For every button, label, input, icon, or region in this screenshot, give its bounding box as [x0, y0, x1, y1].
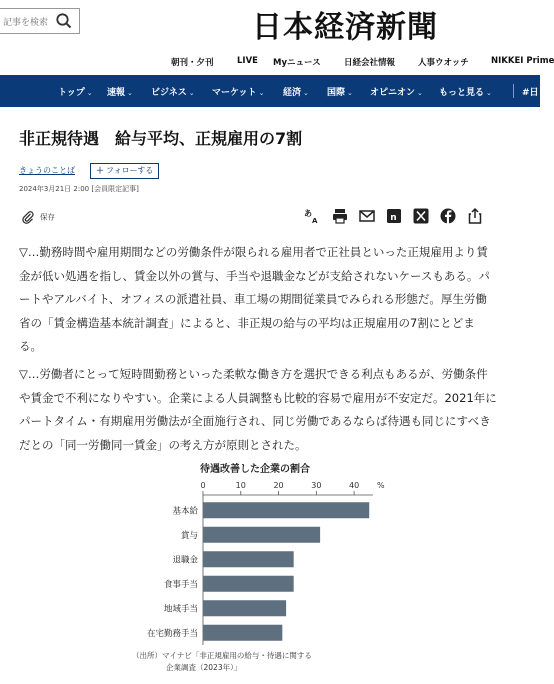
- tick-label: 30: [311, 481, 322, 490]
- nav-divider: [513, 84, 514, 98]
- svg-text:あ: あ: [304, 209, 312, 218]
- tick-label: 40: [349, 481, 360, 490]
- category-label: 食事手当: [163, 579, 198, 590]
- subnav-item[interactable]: Myニュース: [273, 58, 321, 68]
- bar: [203, 527, 320, 543]
- chart-source: 企業調査（2023年）」: [166, 663, 242, 672]
- follow-button[interactable]: [90, 163, 159, 179]
- search-input[interactable]: [0, 8, 80, 34]
- bar: [203, 551, 294, 567]
- nav-label: マーケット: [212, 88, 257, 98]
- nikkei-logo[interactable]: 日本経済新聞: [252, 10, 438, 45]
- search-icon[interactable]: [55, 12, 73, 30]
- unit-label: %: [377, 481, 385, 490]
- category-label: 退職金: [172, 555, 198, 566]
- nav-item-top[interactable]: [58, 85, 93, 98]
- chart-title: 待遇改善した企業の割合: [200, 464, 310, 475]
- chevron-down-icon: ⌄: [417, 89, 423, 97]
- category-label: 基本給: [172, 506, 198, 517]
- chevron-down-icon: ⌄: [188, 89, 195, 97]
- x-twitter-icon[interactable]: [412, 207, 430, 225]
- follow-label: フォローする: [106, 166, 154, 175]
- nav-label: ビジネス: [151, 88, 187, 98]
- nav-item-breaking[interactable]: [107, 85, 133, 98]
- nav-item-more[interactable]: [439, 85, 492, 98]
- bar: [203, 502, 369, 518]
- nav-label: もっと見る: [439, 88, 485, 98]
- chevron-down-icon: ⌄: [127, 89, 133, 97]
- chevron-down-icon: ⌄: [486, 89, 492, 97]
- nav-label: 速報: [107, 88, 126, 98]
- save-label: 保存: [40, 212, 55, 222]
- subnav-item[interactable]: 日経会社情報: [344, 58, 396, 68]
- category-label: 在宅勤務手当: [146, 628, 198, 639]
- facebook-icon[interactable]: [439, 207, 457, 225]
- nav-item-opinion[interactable]: [370, 85, 423, 98]
- plus-icon: ＋: [96, 166, 104, 175]
- paperclip-icon: [22, 211, 34, 224]
- publish-date: 2024年3月21日 2:00 [会員限定記事]: [19, 185, 139, 193]
- chevron-down-icon: ⌄: [258, 89, 265, 97]
- author-link[interactable]: きょうのことば: [19, 166, 75, 175]
- nav-label: オピニオン: [370, 88, 416, 98]
- svg-text:A: A: [312, 217, 318, 225]
- chart-source: （出所）マイナビ「非正規雇用の給与・待遇に関する: [132, 651, 312, 660]
- article-paragraph: ▽…勤務時間や雇用期間などの労働条件が限られる雇用者で正社員といった正規雇用より賃金が低い処遇を指し、賃金以外の賞与、手当や退職金などが支給されないケースもある。パートやアルバイト、オフィスの派遣社員、車工場の期間従業員でみられる形態だ。厚生労働省の「賃金構造基本統計調査」によると、非正規の給与の平均は正規雇用の7割にとどまる。: [19, 245, 490, 353]
- subnav-item[interactable]: 人事ウオッチ: [418, 58, 469, 68]
- note-icon[interactable]: [385, 207, 403, 225]
- font-size-icon[interactable]: [303, 207, 321, 225]
- nav-label: 経済: [283, 88, 302, 98]
- bar-chart: [130, 460, 385, 680]
- nav-label: トップ: [58, 88, 85, 98]
- mail-icon[interactable]: [358, 207, 376, 225]
- nav-item-international[interactable]: [327, 85, 353, 98]
- article-paragraph: ▽…労働者にとって短時間勤務といった柔軟な働き方を選択できる利点もあるが、労働条件や賃金で不利になりやすい。企業による人員調整も比較的容易で雇用が不安定だ。2021年にパートタイム・有期雇用労働法が全面施行され、同じ労働であるならば待遇も同じにすべきだとの「同一労働同一賃金」の考え方が原則とされた。: [19, 367, 497, 452]
- nav-item-business[interactable]: [151, 85, 195, 98]
- main-navigation: [0, 75, 540, 107]
- bar: [203, 600, 286, 616]
- subnav-item[interactable]: 朝刊・夕刊: [171, 58, 214, 68]
- nav-item-market[interactable]: [212, 85, 264, 98]
- subnav-item[interactable]: NIKKEI Prime: [491, 56, 554, 66]
- category-label: 賞与: [180, 530, 198, 541]
- article-title: 非正規待遇 給与平均、正規雇用の7割: [19, 129, 303, 148]
- chevron-down-icon: ⌄: [347, 89, 353, 97]
- bar: [203, 576, 294, 592]
- nav-item-hashtag[interactable]: #日: [522, 88, 539, 98]
- nav-label: 国際: [327, 88, 346, 98]
- share-icon[interactable]: [466, 207, 484, 225]
- tick-label: 20: [273, 481, 284, 490]
- save-button[interactable]: [22, 211, 55, 224]
- search-placeholder: 記事を検索: [3, 18, 49, 28]
- chevron-down-icon: ⌄: [303, 89, 309, 97]
- nav-item-economy[interactable]: [283, 85, 309, 98]
- chevron-down-icon: ⌄: [86, 89, 93, 97]
- benefit-improvement-chart: [130, 460, 385, 680]
- tick-label: 0: [200, 481, 206, 490]
- category-label: 地域手当: [163, 604, 198, 615]
- sub-navigation: [0, 56, 554, 70]
- bar: [203, 625, 282, 641]
- svg-text:n: n: [390, 213, 397, 223]
- tick-label: 10: [235, 481, 246, 490]
- print-icon[interactable]: [331, 207, 349, 225]
- subnav-item[interactable]: LIVE: [237, 56, 258, 66]
